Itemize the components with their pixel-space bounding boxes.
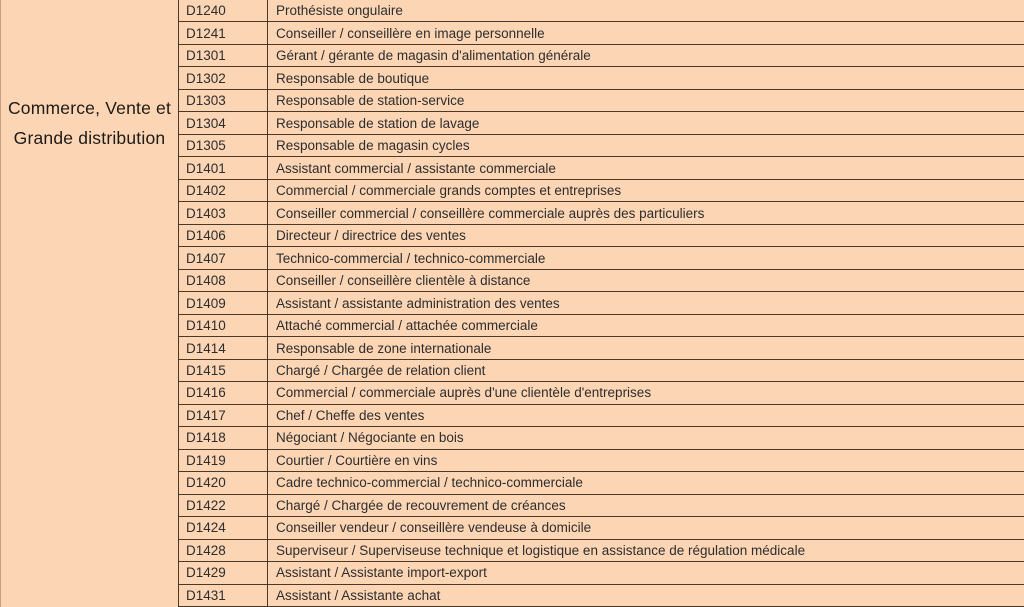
code-cell[interactable]	[179, 0, 268, 21]
label-cell[interactable]	[268, 135, 1024, 156]
code-cell[interactable]	[179, 202, 268, 223]
label-text: Responsable de magasin cycles	[276, 138, 470, 154]
label-cell[interactable]	[268, 202, 1024, 223]
label-cell[interactable]	[268, 405, 1024, 426]
label-text: Directeur / directrice des ventes	[276, 228, 466, 244]
code-cell[interactable]	[179, 405, 268, 426]
code-text: D1418	[186, 430, 226, 446]
table-row	[179, 450, 1024, 472]
label-cell[interactable]	[268, 22, 1024, 43]
label-text: Chargé / Chargée de recouvrement de créances	[276, 497, 566, 513]
code-cell[interactable]	[179, 315, 268, 336]
label-text: Conseiller vendeur / conseillère vendeuse à domicile	[276, 520, 592, 536]
label-cell[interactable]	[268, 112, 1024, 133]
code-cell[interactable]	[179, 45, 268, 66]
label-cell[interactable]	[268, 382, 1024, 403]
code-cell[interactable]	[179, 517, 268, 538]
code-text: D1408	[186, 273, 226, 289]
table-row	[179, 22, 1024, 44]
code-text: D1431	[186, 587, 226, 603]
code-text: D1429	[186, 565, 226, 581]
table-row	[179, 315, 1024, 337]
code-cell[interactable]	[179, 112, 268, 133]
code-cell[interactable]	[179, 427, 268, 448]
table-row	[179, 427, 1024, 449]
label-text: Conseiller / conseillère en image personnelle	[276, 25, 545, 41]
table-row	[179, 112, 1024, 134]
table-row	[179, 405, 1024, 427]
code-cell[interactable]	[179, 292, 268, 313]
table-row	[179, 135, 1024, 157]
label-cell[interactable]	[268, 540, 1024, 561]
table-row	[179, 247, 1024, 269]
code-text: D1403	[186, 205, 226, 221]
label-text: Conseiller / conseillère clientèle à distance	[276, 273, 531, 289]
code-cell[interactable]	[179, 360, 268, 381]
label-cell[interactable]	[268, 337, 1024, 358]
code-text: D1303	[186, 93, 226, 109]
label-text: Chef / Cheffe des ventes	[276, 407, 425, 423]
label-text: Prothésiste ongulaire	[276, 3, 403, 19]
label-text: Courtier / Courtière en vins	[276, 452, 438, 468]
code-cell[interactable]	[179, 90, 268, 111]
label-cell[interactable]	[268, 495, 1024, 516]
label-text: Assistant / assistante administration des ventes	[276, 295, 560, 311]
table-row	[179, 90, 1024, 112]
table-row	[179, 45, 1024, 67]
label-text: Commercial / commerciale grands comptes et entreprises	[276, 183, 622, 199]
code-text: D1305	[186, 138, 226, 154]
label-cell[interactable]	[268, 585, 1024, 606]
table-row	[179, 382, 1024, 404]
label-text: Commercial / commerciale auprès d'une clientèle d'entreprises	[276, 385, 652, 401]
code-text: D1402	[186, 183, 226, 199]
label-text: Négociant / Négociante en bois	[276, 430, 464, 446]
code-text: D1419	[186, 452, 226, 468]
label-cell[interactable]	[268, 225, 1024, 246]
rows-container	[179, 0, 1024, 607]
table-row	[179, 360, 1024, 382]
label-text: Chargé / Chargée de relation client	[276, 362, 486, 378]
table-row	[179, 472, 1024, 494]
table-row	[179, 270, 1024, 292]
label-text: Superviseur / Superviseuse technique et logistique en assistance de régulation médicale	[276, 542, 806, 558]
code-text: D1409	[186, 295, 226, 311]
table-row	[179, 517, 1024, 539]
label-text: Responsable de station de lavage	[276, 115, 480, 131]
code-text: D1415	[186, 362, 226, 378]
label-text: Assistant / Assistante achat	[276, 587, 441, 603]
code-cell[interactable]	[179, 585, 268, 606]
table-row	[179, 540, 1024, 562]
code-text: D1410	[186, 318, 226, 334]
code-text: D1420	[186, 475, 226, 491]
label-text: Responsable de station-service	[276, 93, 465, 109]
table-row	[179, 180, 1024, 202]
label-text: Responsable de zone internationale	[276, 340, 492, 356]
code-cell[interactable]	[179, 540, 268, 561]
code-text: D1301	[186, 48, 226, 64]
category-label	[1, 93, 178, 153]
label-cell[interactable]	[268, 472, 1024, 493]
label-text: Attaché commercial / attachée commerciale	[276, 318, 538, 334]
code-cell[interactable]	[179, 270, 268, 291]
label-cell[interactable]	[268, 292, 1024, 313]
code-cell[interactable]	[179, 382, 268, 403]
table-row	[179, 225, 1024, 247]
category-label-line1: Commerce, Vente et	[7, 98, 172, 118]
code-cell[interactable]	[179, 22, 268, 43]
code-cell[interactable]	[179, 225, 268, 246]
table-row	[179, 0, 1024, 22]
code-text: D1424	[186, 520, 226, 536]
label-text: Assistant commercial / assistante commerciale	[276, 160, 556, 176]
label-text: Conseiller commercial / conseillère commerciale auprès des particuliers	[276, 205, 705, 221]
code-text: D1304	[186, 115, 226, 131]
label-cell[interactable]	[268, 450, 1024, 471]
code-cell[interactable]	[179, 135, 268, 156]
code-text: D1414	[186, 340, 226, 356]
label-text: Responsable de boutique	[276, 70, 430, 86]
table-row	[179, 202, 1024, 224]
code-text: D1428	[186, 542, 226, 558]
label-text: Technico-commercial / technico-commerciale	[276, 250, 546, 266]
code-cell[interactable]	[179, 247, 268, 268]
code-text: D1302	[186, 70, 226, 86]
label-cell[interactable]	[268, 517, 1024, 538]
code-cell[interactable]	[179, 157, 268, 178]
label-cell[interactable]	[268, 0, 1024, 21]
label-cell[interactable]	[268, 45, 1024, 66]
code-text: D1401	[186, 160, 226, 176]
label-text: Gérant / gérante de magasin d'alimentation générale	[276, 48, 591, 64]
label-cell[interactable]	[268, 157, 1024, 178]
label-cell[interactable]	[268, 562, 1024, 583]
code-text: D1407	[186, 250, 226, 266]
code-cell[interactable]	[179, 337, 268, 358]
code-text: D1406	[186, 228, 226, 244]
table-row	[179, 67, 1024, 89]
code-cell[interactable]	[179, 472, 268, 493]
code-cell[interactable]	[179, 180, 268, 201]
label-cell[interactable]	[268, 67, 1024, 88]
label-cell[interactable]	[268, 247, 1024, 268]
label-text: Assistant / Assistante import-export	[276, 565, 487, 581]
table-row	[179, 495, 1024, 517]
code-text: D1417	[186, 407, 226, 423]
label-text: Cadre technico-commercial / technico-commerciale	[276, 475, 583, 491]
label-cell[interactable]	[268, 180, 1024, 201]
code-text: D1422	[186, 497, 226, 513]
code-text: D1240	[186, 3, 226, 19]
label-cell[interactable]	[268, 270, 1024, 291]
code-cell[interactable]	[179, 67, 268, 88]
table-row	[179, 157, 1024, 179]
category-label-line2: Grande distribution	[13, 128, 166, 148]
code-cell[interactable]	[179, 495, 268, 516]
category-cell[interactable]	[0, 0, 179, 607]
code-text: D1416	[186, 385, 226, 401]
code-cell[interactable]	[179, 562, 268, 583]
label-cell[interactable]	[268, 427, 1024, 448]
table-row	[179, 337, 1024, 359]
table-row	[179, 562, 1024, 584]
label-cell[interactable]	[268, 90, 1024, 111]
table-row	[179, 292, 1024, 314]
label-cell[interactable]	[268, 360, 1024, 381]
table-row	[179, 585, 1024, 607]
label-cell[interactable]	[268, 315, 1024, 336]
code-text: D1241	[186, 25, 226, 41]
code-cell[interactable]	[179, 450, 268, 471]
